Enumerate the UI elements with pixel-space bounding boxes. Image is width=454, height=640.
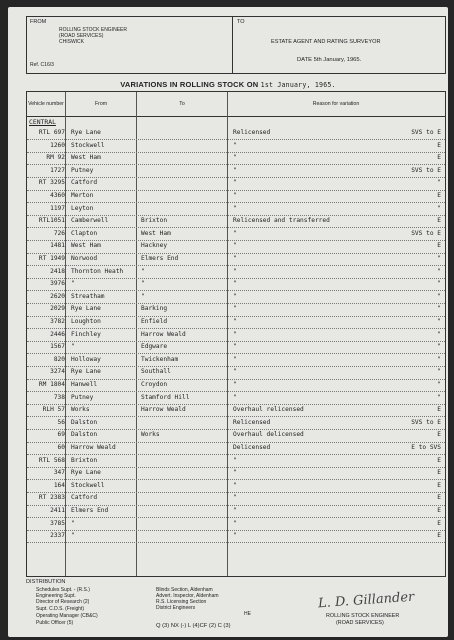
code-cell: " bbox=[437, 393, 441, 401]
table-row bbox=[27, 418, 445, 430]
reason-cell: Overhaul relicensed bbox=[233, 406, 304, 414]
code-cell: SVS to E bbox=[411, 418, 441, 426]
to-cell: Brixton bbox=[141, 217, 168, 225]
from-line3: CHISWICK bbox=[59, 39, 84, 45]
from-cell: Brixton bbox=[71, 456, 98, 464]
code-cell: " bbox=[437, 267, 441, 275]
code-cell: E bbox=[437, 141, 441, 149]
document-page bbox=[8, 7, 448, 637]
code-cell: E bbox=[437, 532, 441, 540]
dist-left-6: Public Officer (5) bbox=[36, 620, 74, 626]
reason-cell: " bbox=[233, 192, 237, 199]
dist-mid-3: R.S. Licensing Section bbox=[156, 599, 207, 605]
vehicle-number-cell: 3976 bbox=[50, 280, 65, 288]
to-cell: Enfield bbox=[141, 318, 168, 325]
vehicle-number-cell: 56 bbox=[57, 418, 65, 426]
table-row bbox=[27, 330, 445, 342]
vehicle-number-cell: 820 bbox=[53, 355, 65, 363]
from-cell: Loughton bbox=[71, 318, 101, 325]
code-cell: E bbox=[437, 456, 441, 464]
dist-left-1: Schedules Supt. - (R.S.) bbox=[36, 587, 90, 593]
from-cell: Holloway bbox=[71, 355, 101, 363]
reason-cell: Relicensed bbox=[233, 418, 271, 426]
section-label: CENTRAL bbox=[29, 118, 56, 126]
from-cell: Putney bbox=[71, 166, 94, 174]
header-rule bbox=[27, 116, 445, 117]
reason-cell: Relicensed and transferred bbox=[233, 217, 330, 225]
vehicle-number-cell: 2446 bbox=[50, 330, 65, 338]
from-cell: Elmers End bbox=[71, 507, 109, 514]
to-cell: Hackney bbox=[141, 242, 168, 250]
table-row bbox=[27, 380, 445, 392]
table-row bbox=[27, 153, 445, 165]
reason-cell: " bbox=[233, 469, 237, 477]
from-cell: Catford bbox=[71, 494, 98, 502]
reason-cell: " bbox=[233, 204, 237, 212]
col-header-reason: Reason for variation bbox=[312, 101, 360, 107]
from-cell: Merton bbox=[71, 192, 94, 199]
table-row bbox=[27, 493, 445, 505]
to-label: TO bbox=[237, 19, 245, 25]
reason-cell: " bbox=[233, 381, 237, 388]
to-cell: Stamford Hill bbox=[141, 393, 190, 401]
code-cell: E bbox=[437, 481, 441, 489]
reason-cell: Overhaul delicensed bbox=[233, 431, 304, 439]
reason-cell: " bbox=[233, 154, 237, 162]
code-cell: " bbox=[437, 292, 441, 300]
vehicle-number-cell: 60 bbox=[57, 444, 65, 451]
memo-date: DATE 5th January, 1965. bbox=[297, 57, 362, 63]
reason-cell: " bbox=[233, 267, 237, 275]
vehicle-number-cell: RT 3295 bbox=[38, 179, 65, 187]
table-row bbox=[27, 367, 445, 379]
table-row bbox=[27, 355, 445, 367]
from-cell: Rye Lane bbox=[71, 469, 101, 477]
from-cell: Hanwell bbox=[71, 381, 98, 388]
from-cell: Catford bbox=[71, 179, 98, 187]
table-row bbox=[27, 430, 445, 442]
reason-cell: " bbox=[233, 532, 237, 540]
col-header-to: To bbox=[137, 92, 228, 116]
to-cell: Elmers End bbox=[141, 255, 179, 262]
code-cell: " bbox=[437, 355, 441, 363]
reference: Ref. C16/3 bbox=[30, 62, 54, 68]
from-cell: Clapton bbox=[71, 229, 98, 237]
reason-cell: " bbox=[233, 229, 237, 237]
table-row bbox=[27, 443, 445, 455]
dist-left-5: Operating Manager (CB&C) bbox=[36, 613, 98, 619]
table-row bbox=[27, 241, 445, 253]
reason-cell: " bbox=[233, 507, 237, 514]
from-cell: Camberwell bbox=[71, 217, 109, 225]
vehicle-number-cell: 164 bbox=[53, 481, 65, 489]
from-cell: Rye Lane bbox=[71, 129, 101, 136]
reason-cell: " bbox=[233, 305, 237, 313]
vehicle-number-cell: 3782 bbox=[50, 318, 65, 325]
vehicle-number-cell: RM 92 bbox=[46, 154, 65, 162]
vehicle-number-cell: 4360 bbox=[50, 192, 65, 199]
to-cell: Works bbox=[141, 431, 160, 439]
vehicle-number-cell: 738 bbox=[53, 393, 65, 401]
dist-left-2: Engineering Supt. bbox=[36, 593, 76, 599]
reason-cell: " bbox=[233, 481, 237, 489]
vehicle-number-cell: 2620 bbox=[50, 292, 65, 300]
code-cell: E bbox=[437, 192, 441, 199]
table-row bbox=[27, 468, 445, 480]
from-cell: Norwood bbox=[71, 255, 98, 262]
code-cell: E to SVS bbox=[411, 444, 441, 451]
reason-cell: " bbox=[233, 318, 237, 325]
vehicle-number-cell: RTL 568 bbox=[38, 456, 65, 464]
to-value: ESTATE AGENT AND RATING SURVEYOR bbox=[271, 39, 381, 45]
from-cell: Stockwell bbox=[71, 141, 105, 149]
vehicle-number-cell: 3785 bbox=[50, 519, 65, 527]
from-cell: Thornton Heath bbox=[71, 267, 124, 275]
memo-header bbox=[26, 16, 446, 74]
vehicle-number-cell: RLH 57 bbox=[42, 406, 65, 414]
code-cell: E bbox=[437, 154, 441, 162]
col-header-from: From bbox=[66, 92, 137, 116]
vehicle-number-cell: RTL1051 bbox=[38, 217, 65, 225]
distribution-label: DISTRIBUTION bbox=[26, 579, 66, 585]
from-label: FROM bbox=[30, 19, 47, 25]
code-cell: " bbox=[437, 330, 441, 338]
vehicle-number-cell: RT 2383 bbox=[38, 494, 65, 502]
code-cell: E bbox=[437, 406, 441, 414]
table-row bbox=[27, 342, 445, 354]
reason-cell: Delicensed bbox=[233, 444, 271, 451]
code-cell: " bbox=[437, 368, 441, 376]
code-cell: E bbox=[437, 494, 441, 502]
reason-cell: " bbox=[233, 355, 237, 363]
reason-cell: " bbox=[233, 141, 237, 149]
code-cell: SVS to E bbox=[411, 166, 441, 174]
reason-cell: " bbox=[233, 393, 237, 401]
variations-table bbox=[26, 91, 446, 577]
table-row bbox=[27, 456, 445, 468]
table-row bbox=[27, 481, 445, 493]
code-cell: SVS to E bbox=[411, 129, 441, 136]
to-cell: " bbox=[141, 267, 145, 275]
to-cell: Croydon bbox=[141, 381, 168, 388]
code-cell: E bbox=[437, 242, 441, 250]
table-row bbox=[27, 393, 445, 405]
table-row bbox=[27, 317, 445, 329]
code-cell: E bbox=[437, 217, 441, 225]
dist-mid-1: Blinds Section, Aldenham bbox=[156, 587, 213, 593]
vehicle-number-cell: 347 bbox=[53, 469, 65, 477]
from-cell: Rye Lane bbox=[71, 368, 101, 376]
reason-cell: " bbox=[233, 179, 237, 187]
reason-cell: " bbox=[233, 280, 237, 288]
table-row bbox=[27, 519, 445, 531]
dist-left-4: Supt. C.D.S. (Freight) bbox=[36, 606, 85, 612]
vehicle-number-cell: 1481 bbox=[50, 242, 65, 250]
reason-cell: " bbox=[233, 368, 237, 376]
from-cell: " bbox=[71, 343, 75, 351]
from-cell: Streatham bbox=[71, 292, 105, 300]
vehicle-number-cell: 2411 bbox=[50, 507, 65, 514]
reason-cell: " bbox=[233, 519, 237, 527]
document-title bbox=[8, 80, 448, 89]
to-cell: Harrow Weald bbox=[141, 330, 186, 338]
vehicle-number-cell: 726 bbox=[53, 229, 65, 237]
reason-cell: " bbox=[233, 330, 237, 338]
from-cell: " bbox=[71, 280, 75, 288]
reason-cell: " bbox=[233, 166, 237, 174]
vehicle-number-cell: 1197 bbox=[50, 204, 65, 212]
to-cell: Twickenham bbox=[141, 355, 179, 363]
code-cell: E bbox=[437, 507, 441, 514]
title-text: VARIATIONS IN ROLLING STOCK ON bbox=[120, 80, 259, 89]
signatory-title: ROLLING STOCK ENGINEER bbox=[326, 613, 400, 619]
vehicle-number-cell: 1727 bbox=[50, 166, 65, 174]
to-cell: Southall bbox=[141, 368, 171, 376]
table-row bbox=[27, 191, 445, 203]
table-row bbox=[27, 506, 445, 518]
code-cell: " bbox=[437, 204, 441, 212]
code-cell: " bbox=[437, 255, 441, 262]
to-cell: " bbox=[141, 292, 145, 300]
from-cell: " bbox=[71, 532, 75, 540]
reason-cell: " bbox=[233, 456, 237, 464]
to-cell: West Ham bbox=[141, 229, 171, 237]
vehicle-number-cell: 2337 bbox=[50, 532, 65, 540]
handwritten-signature: L. D. Gillander bbox=[317, 589, 415, 612]
from-line2: (ROAD SERVICES) bbox=[59, 33, 104, 39]
from-cell: West Ham bbox=[71, 242, 101, 250]
reason-cell: " bbox=[233, 494, 237, 502]
from-cell: Putney bbox=[71, 393, 94, 401]
table-row bbox=[27, 128, 445, 140]
vehicle-number-cell: 1567 bbox=[50, 343, 65, 351]
table-row bbox=[27, 141, 445, 153]
to-cell: Harrow Weald bbox=[141, 406, 186, 414]
from-cell: Finchley bbox=[71, 330, 101, 338]
dist-mid-4: District Engineers bbox=[156, 605, 196, 611]
table-row bbox=[27, 531, 445, 543]
vehicle-number-cell: 2029 bbox=[50, 305, 65, 313]
vehicle-number-cell: RT 1949 bbox=[38, 255, 65, 262]
code-cell: " bbox=[437, 381, 441, 388]
to-cell: Barking bbox=[141, 305, 168, 313]
table-row bbox=[27, 166, 445, 178]
to-cell: " bbox=[141, 280, 145, 288]
table-row bbox=[27, 204, 445, 216]
table-row bbox=[27, 216, 445, 228]
from-line1: ROLLING STOCK ENGINEER bbox=[59, 27, 127, 33]
table-row bbox=[27, 254, 445, 266]
code-cell: " bbox=[437, 179, 441, 187]
reason-cell: " bbox=[233, 242, 237, 250]
from-cell: Dalston bbox=[71, 431, 98, 439]
from-cell: Dalston bbox=[71, 418, 98, 426]
vehicle-number-cell: RTL 697 bbox=[38, 129, 65, 136]
reason-cell: " bbox=[233, 255, 237, 262]
vehicle-number-cell: 2418 bbox=[50, 267, 65, 275]
code-cell: " bbox=[437, 343, 441, 351]
title-date: 1st January, 1965. bbox=[260, 81, 336, 89]
table-row bbox=[27, 178, 445, 190]
from-cell: Works bbox=[71, 406, 90, 414]
vehicle-number-cell: RM 1804 bbox=[38, 381, 65, 388]
from-cell: Rye Lane bbox=[71, 305, 101, 313]
code-cell: E bbox=[437, 519, 441, 527]
signatory-dept: (ROAD SERVICES) bbox=[336, 620, 384, 626]
from-cell: West Ham bbox=[71, 154, 101, 162]
code-cell: " bbox=[437, 280, 441, 288]
code-cell: " bbox=[437, 318, 441, 325]
code-cell: E bbox=[437, 469, 441, 477]
vehicle-number-cell: 1260 bbox=[50, 141, 65, 149]
table-row bbox=[27, 304, 445, 316]
code-cell: SVS to E bbox=[411, 229, 441, 237]
from-cell: Stockwell bbox=[71, 481, 105, 489]
table-row bbox=[27, 229, 445, 241]
table-row bbox=[27, 292, 445, 304]
dist-left-3: Director of Research (2) bbox=[36, 599, 90, 605]
col-header-vehicle: Vehicle number bbox=[27, 92, 66, 116]
code-cell: " bbox=[437, 305, 441, 313]
dist-mid-5: HE bbox=[244, 611, 251, 617]
dist-mid-6: Q (3) NX (-) L (4)CF (2) C (3) bbox=[156, 623, 231, 629]
header-divider bbox=[232, 17, 233, 73]
dist-mid-2: Advert. Inspector, Aldenham bbox=[156, 593, 219, 599]
table-row bbox=[27, 405, 445, 417]
table-row bbox=[27, 267, 445, 279]
table-row bbox=[27, 279, 445, 291]
to-cell: Edgware bbox=[141, 343, 168, 351]
reason-cell: " bbox=[233, 292, 237, 300]
from-cell: " bbox=[71, 519, 75, 527]
vehicle-number-cell: 3274 bbox=[50, 368, 65, 376]
vehicle-number-cell: 69 bbox=[57, 431, 65, 439]
code-cell: E bbox=[437, 431, 441, 439]
reason-cell: Relicensed bbox=[233, 129, 271, 136]
reason-cell: " bbox=[233, 343, 237, 351]
from-cell: Harrow Weald bbox=[71, 444, 116, 451]
from-cell: Leyton bbox=[71, 204, 94, 212]
